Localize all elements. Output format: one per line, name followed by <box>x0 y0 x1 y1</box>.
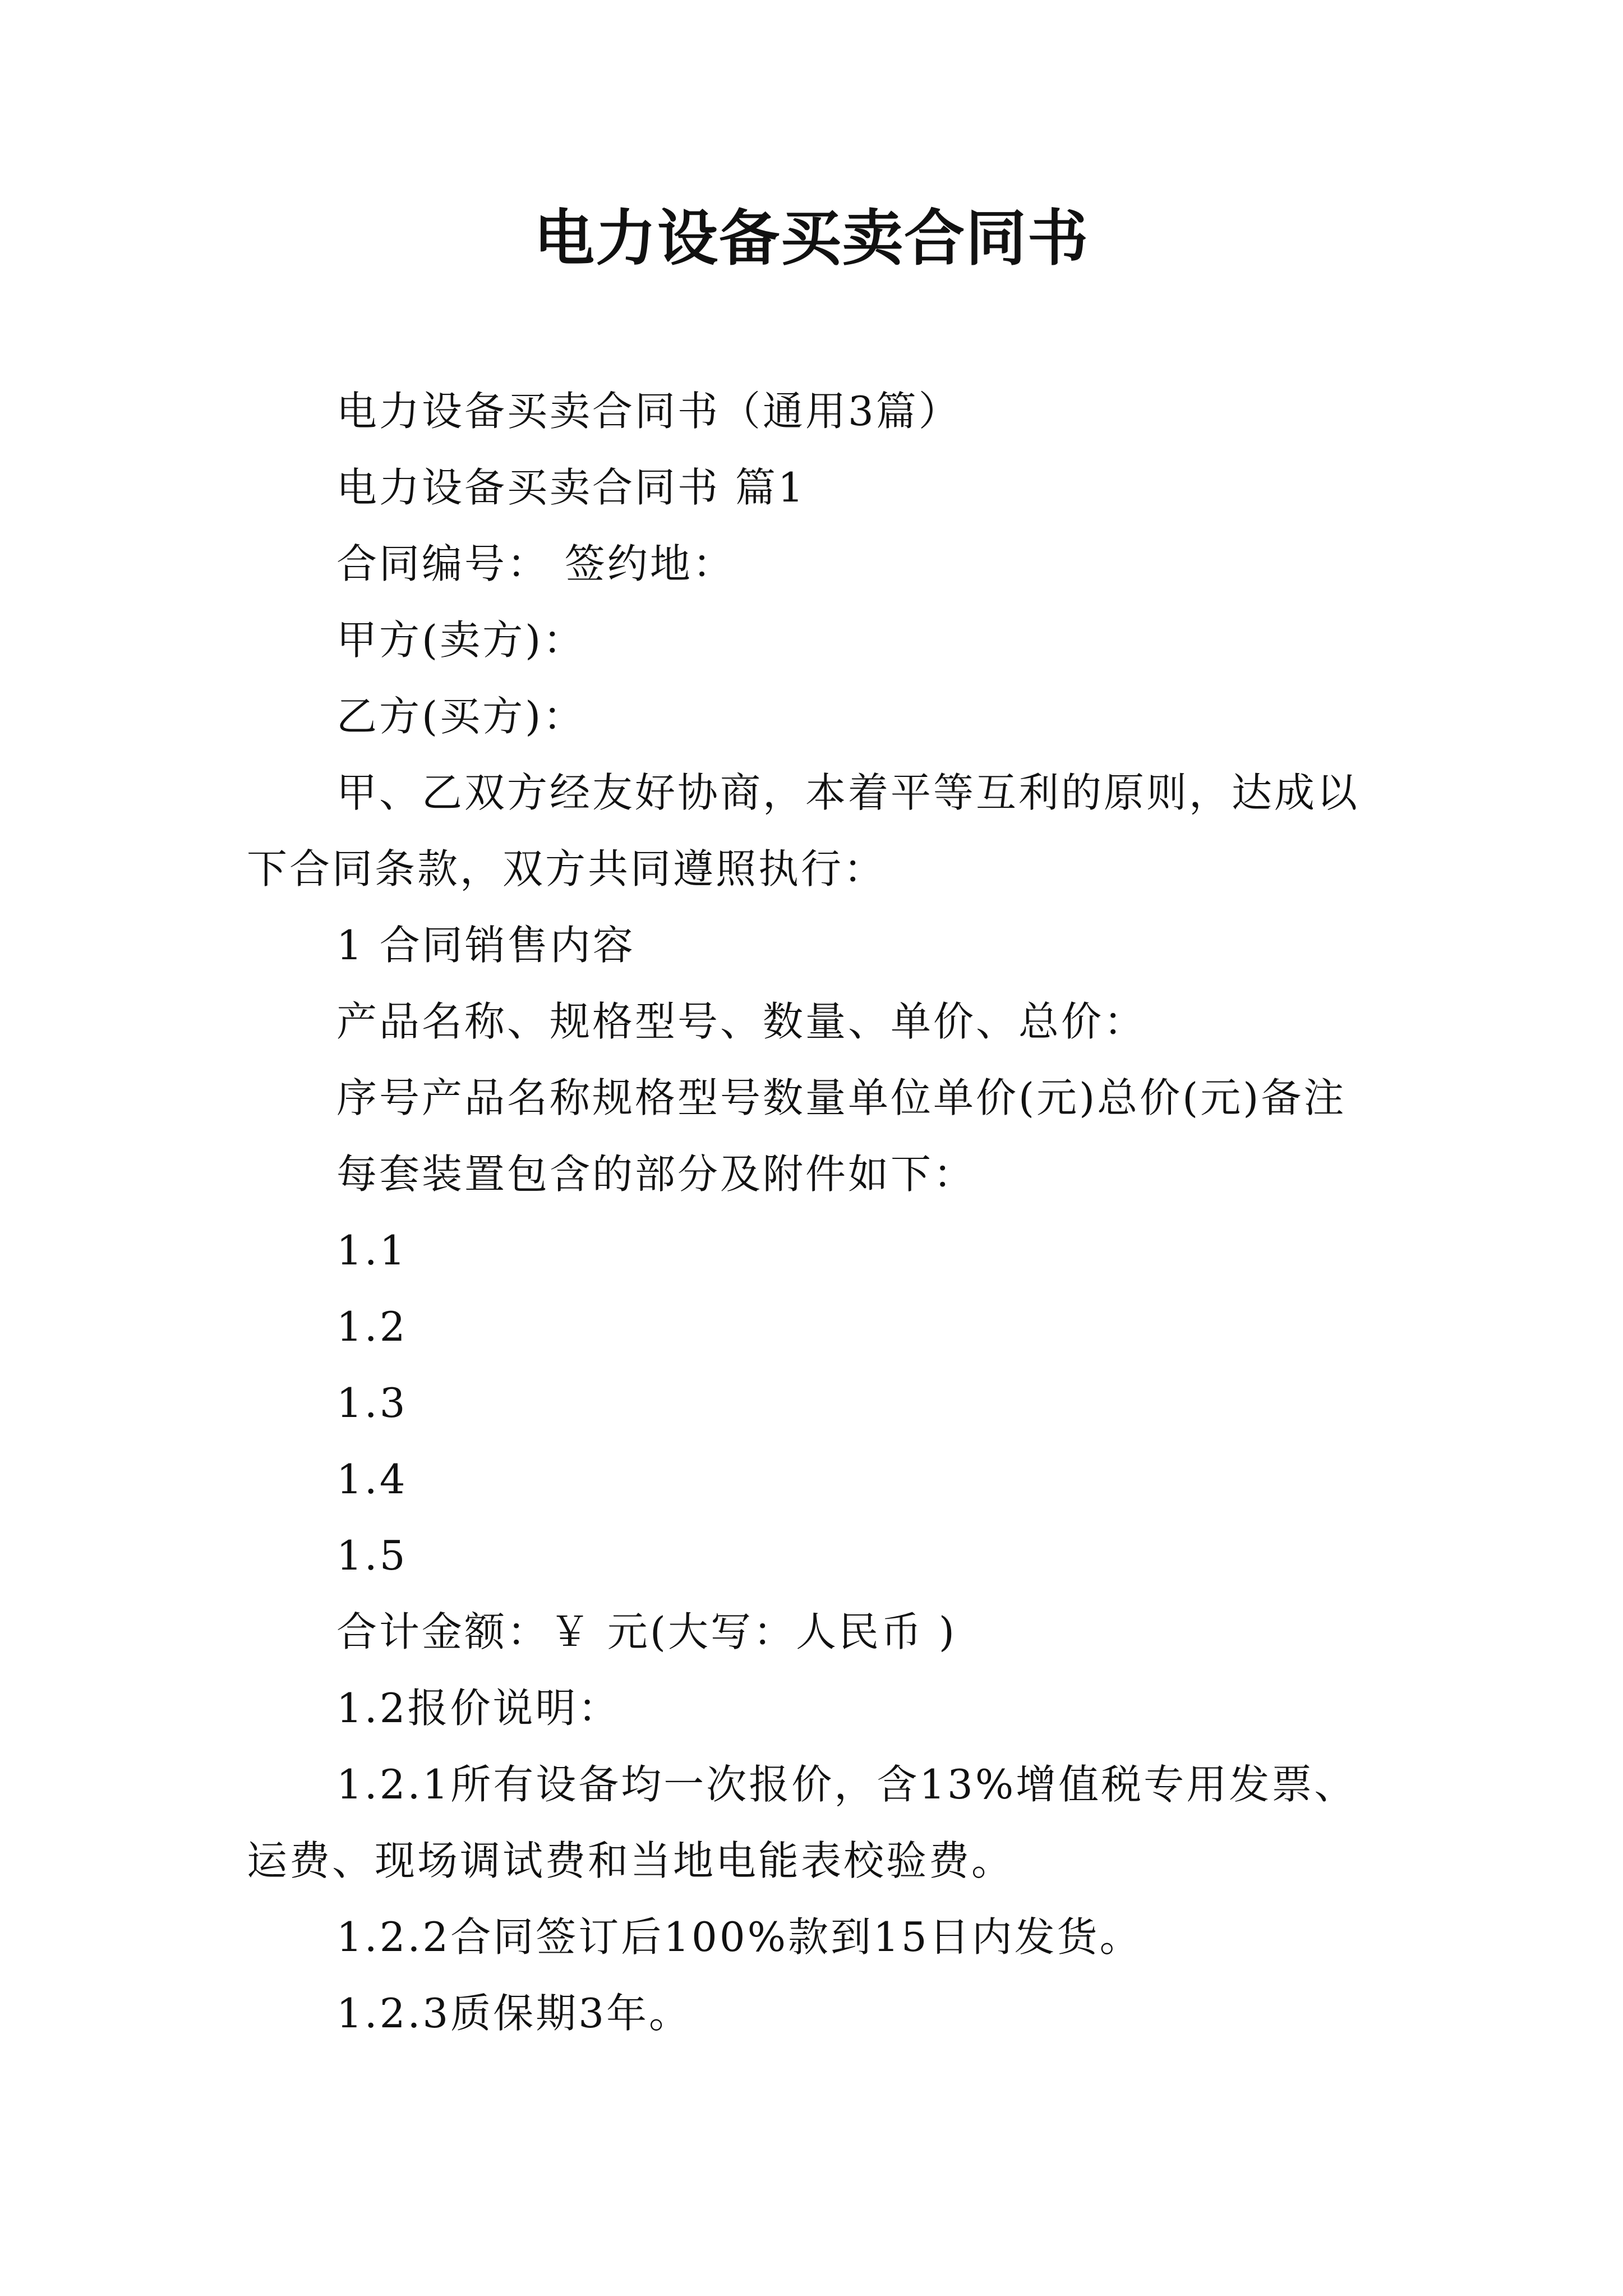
paragraph-total-amount: 合计金额：￥ 元(大写：人民币 ) <box>336 1608 957 1655</box>
list-item: 1.5 <box>336 1532 408 1579</box>
paragraph-agreement-intro: 甲、乙双方经友好协商，本着平等互利的原则，达成以下合同条款，双方共同遵照执行： <box>247 769 1360 892</box>
paragraph-parts-intro: 每套装置包含的部分及附件如下： <box>336 1151 976 1198</box>
paragraph-party-b: 乙方(买方)： <box>336 693 586 740</box>
paragraph-quote-2: 1.2.2合同签订后100%款到15日内发货。 <box>336 1913 1142 1961</box>
paragraph-party-a: 甲方(卖方)： <box>336 616 586 664</box>
paragraph-clause-1: 1 合同销售内容 <box>336 922 635 969</box>
paragraph-subtitle: 电力设备买卖合同书（通用3篇） <box>336 388 961 435</box>
paragraph-quote-3: 1.2.3质保期3年。 <box>336 1990 692 2037</box>
list-item: 1.2 <box>336 1303 408 1350</box>
document-title: 电力设备买卖合同书 <box>533 203 1089 274</box>
paragraph-table-header: 序号产品名称规格型号数量单位单价(元)总价(元)备注 <box>336 1074 1347 1121</box>
paragraph-contract-number: 合同编号： 签约地： <box>336 540 735 587</box>
list-item: 1.4 <box>336 1456 408 1503</box>
document-body <box>247 373 1376 2051</box>
paragraph-section-heading: 电力设备买卖合同书 篇1 <box>336 464 806 511</box>
paragraph-product-fields: 产品名称、规格型号、数量、单价、总价： <box>336 998 1147 1045</box>
paragraph-quote-notes: 1.2报价说明： <box>336 1685 621 1732</box>
list-item: 1.1 <box>336 1227 408 1274</box>
paragraph-quote-1: 1.2.1所有设备均一次报价，含13%增值税专用发票、运费、现场调试费和当地电能表校验费。 <box>247 1761 1357 1884</box>
list-item: 1.3 <box>336 1379 408 1427</box>
